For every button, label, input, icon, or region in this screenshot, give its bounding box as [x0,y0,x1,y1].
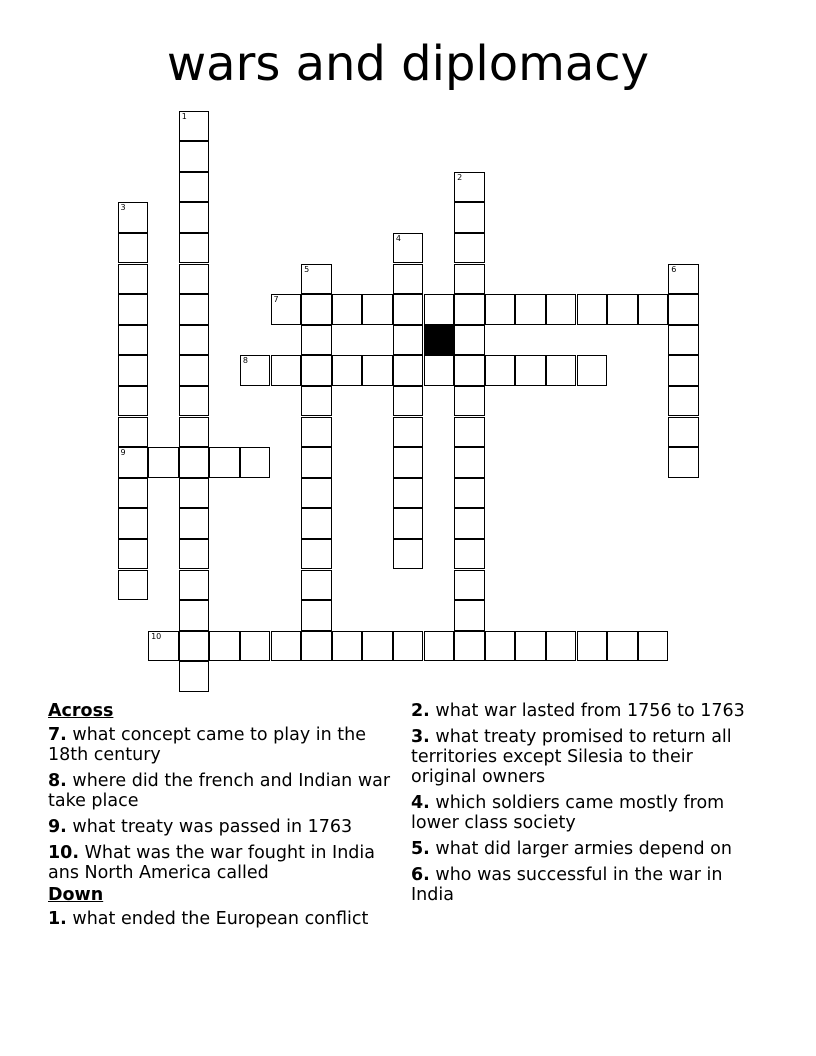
clue-number: 2. [411,701,430,721]
cell-number: 6 [671,264,677,274]
clue-text: who was successful in the war in India [411,865,723,905]
grid-cell[interactable] [118,325,149,356]
grid-cell[interactable] [301,600,332,631]
puzzle-title: wars and diplomacy [166,36,650,92]
grid-cell[interactable] [179,508,210,539]
clue-down-5 [411,839,756,859]
clue-number: 7. [48,725,67,745]
cell-number: 4 [395,233,401,243]
clue-text: what war lasted from 1756 to 1763 [435,701,745,721]
grid-cell[interactable] [118,570,149,601]
grid-cell[interactable] [454,294,485,325]
grid-cell[interactable] [515,294,546,325]
cell-number: 3 [120,203,126,213]
grid-cell[interactable] [118,386,149,417]
clue-text: what did larger armies depend on [435,839,732,859]
grid-cell[interactable] [393,233,424,264]
clue-text: What was the war fought in India ans North America called [48,843,375,883]
clue-text: where did the french and Indian war take place [48,771,391,811]
grid-cell[interactable] [393,417,424,448]
grid-cell[interactable] [118,508,149,539]
grid-cell[interactable] [118,447,149,478]
grid-cell[interactable] [179,478,210,509]
clue-number: 3. [411,727,430,747]
grid-cell[interactable] [179,111,210,142]
grid-cell[interactable] [118,539,149,570]
grid-cell[interactable] [301,447,332,478]
grid-cell[interactable] [424,355,455,386]
clue-number: 6. [411,865,430,885]
cell-number: 9 [120,448,126,458]
clue-number: 4. [411,793,430,813]
grid-cell[interactable] [118,417,149,448]
clue-across-8 [48,771,398,811]
clue-down-2 [411,701,756,721]
clue-across-10 [48,843,398,883]
clue-text: which soldiers came mostly from lower class society [411,793,725,833]
grid-cell[interactable] [454,508,485,539]
grid-cell[interactable] [454,202,485,233]
cell-number: 1 [181,111,187,121]
grid-cell[interactable] [577,355,608,386]
grid-cell[interactable] [301,570,332,601]
grid-cell[interactable] [148,631,179,662]
clue-across-9 [48,817,398,837]
grid-cell[interactable] [546,294,577,325]
grid-cell[interactable] [301,631,332,662]
grid-cell[interactable] [179,233,210,264]
grid-cell[interactable] [393,447,424,478]
grid-cell[interactable] [454,264,485,295]
clue-down-4 [411,793,756,833]
grid-cell[interactable] [362,355,393,386]
clue-text: what concept came to play in the 18th century [48,725,367,765]
grid-cell[interactable] [301,539,332,570]
grid-cell[interactable] [424,631,455,662]
grid-cell[interactable] [607,294,638,325]
grid-cell[interactable] [118,264,149,295]
cell-number: 7 [273,295,279,305]
grid-cell[interactable] [485,631,516,662]
grid-cell[interactable] [362,294,393,325]
grid-cell[interactable] [393,325,424,356]
grid-cell[interactable] [301,325,332,356]
grid-cell[interactable] [118,478,149,509]
across-heading: Across [48,701,114,721]
grid-cell[interactable] [179,600,210,631]
clue-number: 9. [48,817,67,837]
grid-cell[interactable] [148,447,179,478]
grid-cell[interactable] [332,631,363,662]
cell-number: 2 [457,172,463,182]
grid-cell[interactable] [240,631,271,662]
clue-across-7 [48,725,398,765]
grid-cell[interactable] [668,386,699,417]
grid-cell[interactable] [179,202,210,233]
clue-number: 1. [48,909,67,929]
grid-cell[interactable] [179,325,210,356]
grid-cell[interactable] [454,355,485,386]
grid-cell[interactable] [301,294,332,325]
grid-cell[interactable] [118,233,149,264]
grid-cell[interactable] [393,355,424,386]
grid-cell[interactable] [454,233,485,264]
grid-cell[interactable] [301,508,332,539]
clue-text: what ended the European conflict [72,909,369,929]
grid-cell[interactable] [454,631,485,662]
grid-cell[interactable] [362,631,393,662]
grid-cell[interactable] [454,478,485,509]
grid-cell[interactable] [515,355,546,386]
cell-number: 10 [151,631,162,641]
clue-text: what treaty was passed in 1763 [72,817,353,837]
grid-cell[interactable] [301,355,332,386]
grid-cell[interactable] [301,417,332,448]
clue-text: what treaty promised to return all territories except Silesia to their original owners [411,727,732,787]
grid-cell[interactable] [393,264,424,295]
grid-cell[interactable] [301,386,332,417]
grid-cell[interactable] [209,447,240,478]
grid-cell[interactable] [209,631,240,662]
grid-cell[interactable] [393,631,424,662]
grid-cell[interactable] [179,355,210,386]
cell-number: 5 [304,264,310,274]
grid-cell[interactable] [668,264,699,295]
grid-cell[interactable] [454,386,485,417]
grid-cell[interactable] [668,447,699,478]
clue-down-1 [48,909,398,929]
grid-cell[interactable] [393,386,424,417]
grid-cell[interactable] [393,294,424,325]
grid-cell[interactable] [485,294,516,325]
grid-cell[interactable] [179,141,210,172]
grid-cell[interactable] [271,631,302,662]
grid-cell[interactable] [454,172,485,203]
clue-down-3 [411,727,756,787]
grid-cell[interactable] [515,631,546,662]
grid-cell[interactable] [668,294,699,325]
grid-cell[interactable] [546,355,577,386]
grid-cell[interactable] [454,600,485,631]
grid-cell[interactable] [240,355,271,386]
grid-cell[interactable] [332,294,363,325]
grid-cell[interactable] [485,355,516,386]
clue-number: 5. [411,839,430,859]
grid-cell[interactable] [271,355,302,386]
grid-cell[interactable] [240,447,271,478]
grid-cell[interactable] [179,417,210,448]
grid-cell[interactable] [607,631,638,662]
clue-down-6 [411,865,756,905]
clue-number: 10. [48,843,80,863]
grid-cell[interactable] [668,325,699,356]
clue-number: 8. [48,771,67,791]
grid-cell[interactable] [301,478,332,509]
grid-cell[interactable] [638,631,669,662]
grid-cell[interactable] [179,172,210,203]
grid-cell[interactable] [393,478,424,509]
grid-cell[interactable] [454,325,485,356]
clue-column-right [411,701,756,911]
clue-column-left [48,701,398,935]
grid-cell[interactable] [118,355,149,386]
grid-cell[interactable] [393,508,424,539]
grid-cell[interactable] [179,631,210,662]
grid-cell[interactable] [577,631,608,662]
grid-cell[interactable] [179,570,210,601]
grid-cell[interactable] [179,661,210,692]
grid-cell[interactable] [179,447,210,478]
grid-cell[interactable] [454,570,485,601]
grid-cell[interactable] [668,417,699,448]
grid-cell[interactable] [424,294,455,325]
grid-cell[interactable] [179,264,210,295]
down-heading: Down [48,885,104,905]
cell-number: 8 [242,356,248,366]
grid-cell[interactable] [179,386,210,417]
grid-cell[interactable] [454,447,485,478]
grid-cell[interactable] [546,631,577,662]
grid-cell[interactable] [301,264,332,295]
grid-cell[interactable] [638,294,669,325]
grid-cell[interactable] [577,294,608,325]
grid-cell[interactable] [454,417,485,448]
grid-cell[interactable] [118,202,149,233]
grid-cell[interactable] [118,294,149,325]
grid-cell[interactable] [271,294,302,325]
grid-cell[interactable] [179,539,210,570]
grid-cell[interactable] [668,355,699,386]
grid-cell[interactable] [179,294,210,325]
shaded-cell [424,325,455,356]
grid-cell[interactable] [454,539,485,570]
grid-cell[interactable] [332,355,363,386]
grid-cell[interactable] [393,539,424,570]
